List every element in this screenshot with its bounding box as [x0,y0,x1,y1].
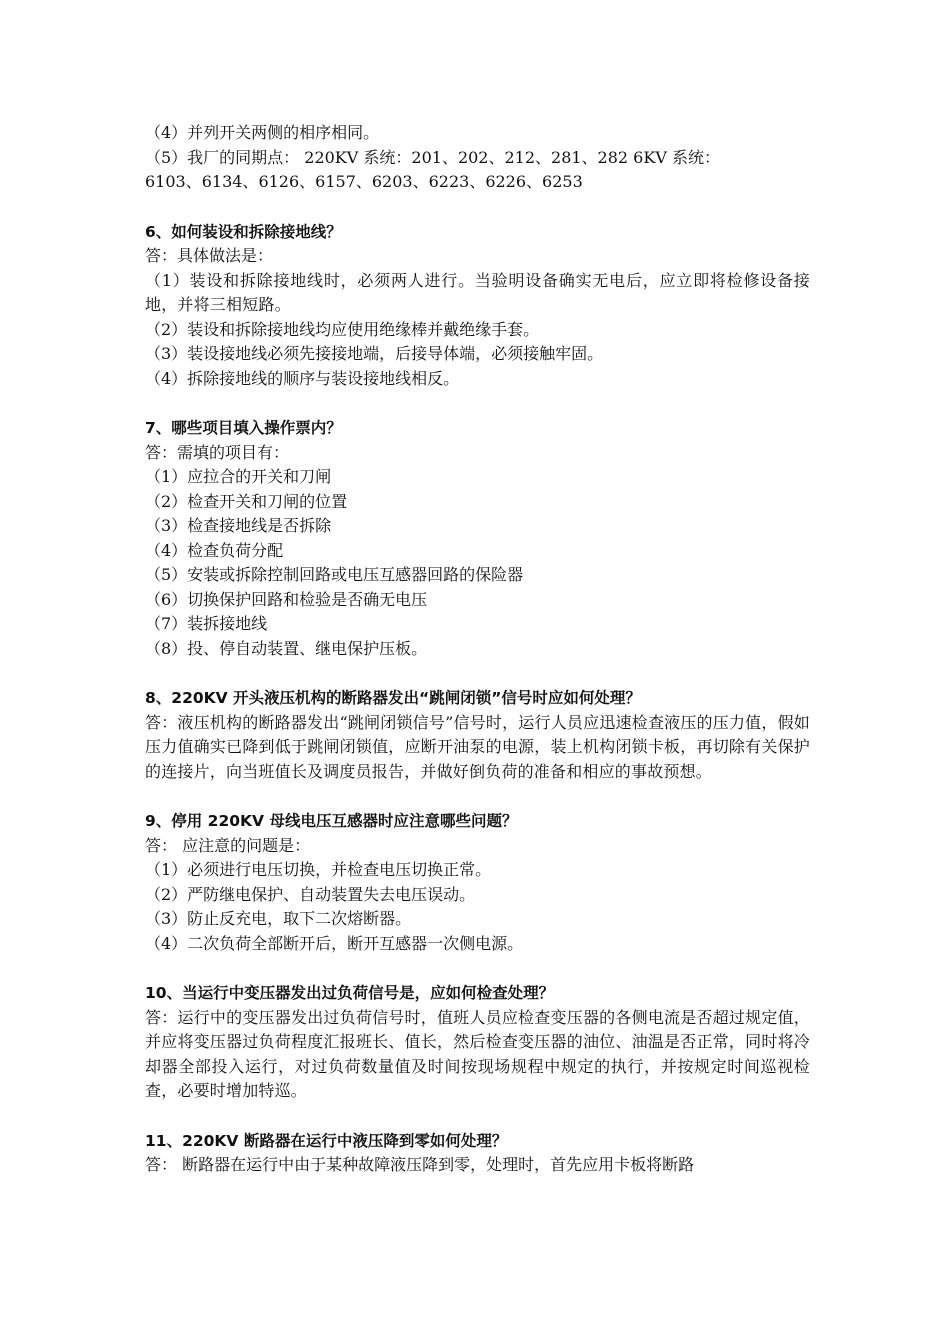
question-8-answer: 答：液压机构的断路器发出“跳闸闭锁信号”信号时，运行人员应迅速检查液压的压力值，假如压力值确实已降到低于跳闸闭锁值，应断开油泵的电源，装上机构闭锁卡板，再切除有关保护的连接片，向当班值长及调度员报告，并做好倒负荷的准备和相应的事故预想。 [145,712,810,781]
question-6-item-2: （2）装设和拆除接地线均应使用绝缘棒并戴绝缘手套。 [145,319,540,339]
item-5-continuation: 6103、6134、6126、6157、6203、6223、6226、6253 [145,172,583,191]
question-9-answer-intro: 答： 应注意的问题是： [145,835,311,855]
question-9-item-1: （1）必须进行电压切换，并检查电压切换正常。 [145,860,492,879]
question-9-item-3: （3）防止反充电，取下二次熔断器。 [145,909,412,928]
question-10-heading: 10、当运行中变压器发出过负荷信号是，应如何检查处理？ [145,984,555,1002]
spacer [145,784,810,809]
question-6-heading: 6、如何装设和拆除接地线？ [145,222,342,241]
question-11-answer-start: 答： 断路器在运行中由于某种故障液压降到零，处理时，首先应用卡板将断路 [145,1155,695,1174]
question-11-heading: 11、220KV 断路器在运行中液压降到零如何处理？ [145,1131,508,1150]
question-7-answer-intro: 答：需填的项目有： [145,442,290,462]
question-6-item-1: （1）装设和拆除接地线时，必须两人进行。当验明设备确实无电后，应立即将检修设备接地，并将三相短路。 [145,270,810,314]
question-8-heading: 8、220KV 开头液压机构的断路器发出“跳闸闭锁”信号时应如何处理？ [145,689,641,707]
question-6-answer-intro: 答：具体做法是： [145,246,274,265]
spacer [145,956,810,981]
question-7-item-2: （2）检查开关和刀闸的位置 [145,491,348,511]
item-4-text: （4）并列开关两侧的相序相同。 [145,123,380,142]
question-9-item-4: （4）二次负荷全部断开后，断开互感器一次侧电源。 [145,933,524,953]
question-7-item-7: （7）装拆接地线 [145,614,268,633]
spacer [145,391,810,416]
item-5-text: （5）我厂的同期点： 220KV 系统：201、202、212、281、282 6KV 系统： [145,147,720,167]
spacer [145,1104,810,1129]
question-7-item-1: （1）应拉合的开关和刀闸 [145,467,332,486]
question-7-item-3: （3）检查接地线是否拆除 [145,516,332,535]
question-10-answer: 答：运行中的变压器发出过负荷信号时，值班人员应检查变压器的各侧电流是否超过规定值，并应将变压器过负荷程度汇报班长、值长，然后检查变压器的油位、油温是否正常，同时将冷却器全部投入运行，对过负荷数量值及时间按现场规程中规定的执行，并按规定时间巡视检查，必要时增加特巡。 [145,1007,810,1100]
document-page [145,121,810,1178]
question-6-item-4: （4）拆除接地线的顺序与装设接地线相反。 [145,368,460,388]
question-7-item-4: （4）检查负荷分配 [145,540,284,560]
question-9-heading: 9、停用 220KV 母线电压互感器时应注意哪些问题？ [145,812,518,830]
spacer [145,195,810,220]
spacer [145,661,810,686]
question-9-item-2: （2）严防继电保护、自动装置失去电压误动。 [145,884,476,904]
question-7-heading: 7、哪些项目填入操作票内？ [145,419,342,437]
question-7-item-8: （8）投、停自动装置、继电保护压板。 [145,638,428,658]
question-7-item-5: （5）安装或拆除控制回路或电压互感器回路的保险器 [145,565,524,584]
question-6-item-3: （3）装设接地线必须先接接地端，后接导体端，必须接触牢固。 [145,344,604,363]
question-7-item-6: （6）切换保护回路和检验是否确无电压 [145,589,428,609]
